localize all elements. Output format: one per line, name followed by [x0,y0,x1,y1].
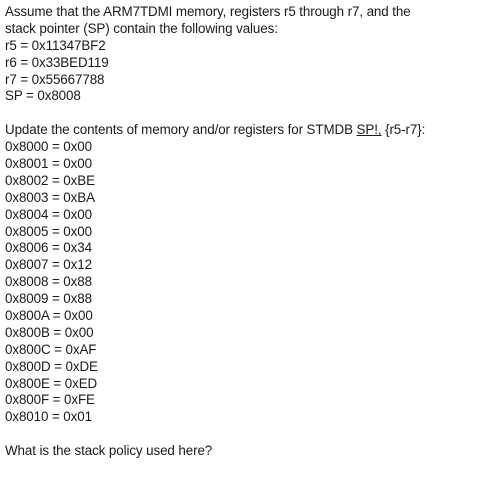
memory-row: 0x8008 = 0x88 [5,274,92,290]
memory-row: 0x8002 = 0xBE [5,172,95,188]
question-text: What is the stack policy used here? [5,443,213,459]
memory-row: 0x8007 = 0x12 [5,257,92,273]
register-r5: r5 = 0x11347BF2 [5,37,106,53]
memory-row: 0x800B = 0x00 [5,324,94,340]
memory-row: 0x8009 = 0x88 [5,291,92,307]
instruction-line [5,122,483,139]
memory-list [5,139,483,426]
memory-row: 0x800A = 0x00 [5,308,93,324]
intro-line-1: Assume that the ARM7TDMI memory, registers r5 through r7, and the [5,4,411,19]
memory-row: 0x8001 = 0x00 [5,156,92,172]
intro-line-2: stack pointer (SP) contain the following values: [5,20,278,36]
memory-row: 0x800D = 0xDE [5,358,98,374]
instruction-suffix: {r5-r7}: [381,122,426,138]
memory-row: 0x8006 = 0x34 [5,240,92,256]
register-r6: r6 = 0x33BED119 [5,54,109,70]
register-list [5,38,483,106]
memory-row: 0x8010 = 0x01 [5,409,92,425]
document-body [5,4,483,460]
memory-row: 0x8004 = 0x00 [5,206,92,222]
register-r7: r7 = 0x55667788 [5,71,105,87]
memory-row: 0x800F = 0xFE [5,392,95,408]
instruction-prefix: Update the contents of memory and/or registers for STMDB [5,122,357,138]
paragraph-spacer [5,426,483,443]
paragraph-spacer [5,105,483,122]
memory-row: 0x8003 = 0xBA [5,189,95,205]
instruction-sp-operand: SP!, [356,122,382,138]
memory-row: 0x8000 = 0x00 [5,139,92,155]
memory-row: 0x800C = 0xAF [5,341,97,357]
memory-row: 0x800E = 0xED [5,375,98,391]
memory-row: 0x8005 = 0x00 [5,223,92,239]
register-sp: SP = 0x8008 [5,88,81,104]
